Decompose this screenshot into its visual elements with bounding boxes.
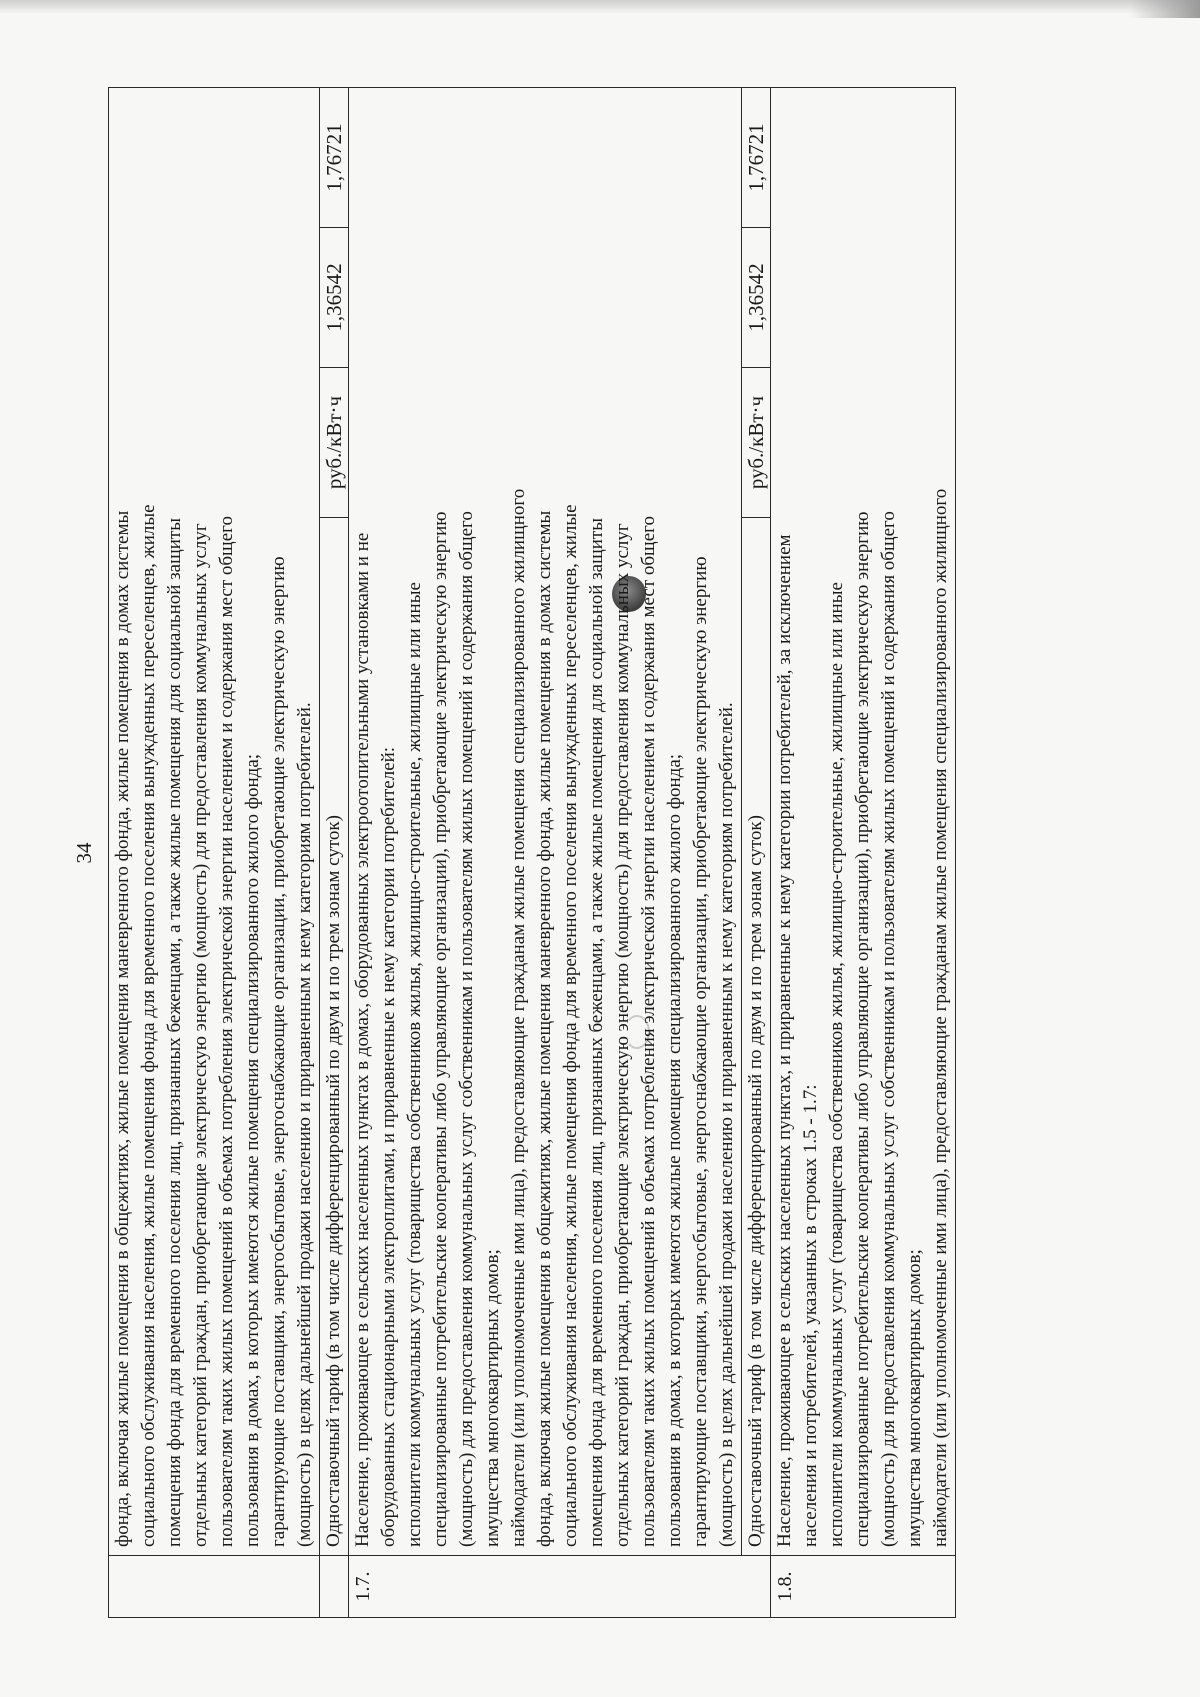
description-line: пользователям таких жилых помещений в объемах потребления электрической энергии населением и содержания мест общего xyxy=(638,516,659,1547)
description-line: гарантирующие поставщики, энергосбытовые, энергоснабжающие организации, приобретающие электрическую энергию xyxy=(690,556,711,1547)
description-line: социального обслуживания населения, жилые помещения фонда для временного поселения вынужденных переселенцев, жилые xyxy=(560,504,581,1547)
description-line: отдельных категорий граждан, приобретающие электрическую энергию (мощность) для предоставления коммунальных услуг xyxy=(190,523,211,1547)
scan-edge-top xyxy=(0,0,1200,14)
row-1-7-tariff xyxy=(742,87,771,1617)
tariff-value-2: 1,76721 xyxy=(320,87,349,227)
tariff-unit: руб./кВт·ч xyxy=(320,368,349,518)
tariff-value-1: 1,36542 xyxy=(320,228,349,368)
description-line: (мощность) для предоставления коммунальных услуг собственникам и пользователям жилых помещений и содержания общего xyxy=(878,511,899,1547)
page-number: 34 xyxy=(72,842,96,864)
description-line: имущества многоквартирных домов; xyxy=(904,1249,925,1547)
description-line: помещения фонда для временного поселения лиц, признанных беженцами, а также жилые помещения для социальной защиты xyxy=(164,518,185,1547)
row-number-1-8: 1.8. xyxy=(771,1556,956,1618)
row-1-7-text xyxy=(349,87,742,1555)
tariff-label: Одноставочный тариф (в том числе дифференцированный по двум и по трем зонам суток) xyxy=(742,518,771,1556)
tariff-value-2: 1,76721 xyxy=(742,87,771,227)
description-line: специализированные потребительские кооперативы либо управляющие организации), приобретающие электрическую энергию xyxy=(430,511,451,1547)
description-line: специализированные потребительские кооперативы либо управляющие организации), приобретающие электрическую энергию xyxy=(852,511,873,1547)
description-line: фонда, включая жилые помещения в общежитиях, жилые помещения маневренного фонда, жилые помещения в домах системы xyxy=(112,510,133,1547)
description-line: (мощность) в целях дальнейшей продажи населению и приравненным к нему категориям потребителей. xyxy=(294,702,315,1547)
tariff-unit: руб./кВт·ч xyxy=(742,368,771,518)
description-line: социального обслуживания населения, жилые помещения фонда для временного поселения вынужденных переселенцев, жилые xyxy=(138,504,159,1547)
description-line: помещения фонда для временного поселения лиц, признанных беженцами, а также жилые помещения для социальной защиты xyxy=(586,518,607,1547)
description-line: Население, проживающее в сельских населенных пунктах, и приравненные к нему категории потребителей, за исключением xyxy=(774,534,795,1547)
document-page xyxy=(72,88,1068,1618)
description-line: исполнители коммунальных услуг (товарищества собственников жилья, жилищно-строительные, жилищные или иные xyxy=(826,582,847,1547)
description-line: Население, проживающее в сельских населенных пунктах в домах, оборудованных электроотопительными установками и не xyxy=(352,532,373,1547)
description-line: фонда, включая жилые помещения в общежитиях, жилые помещения маневренного фонда, жилые помещения в домах системы xyxy=(534,510,555,1547)
description-line: имущества многоквартирных домов; xyxy=(482,1249,503,1547)
description-line: пользования в домах, в которых имеются жилые помещения специализированного жилого фонда; xyxy=(664,753,685,1547)
description-line: наймодатели (или уполномоченные ими лица), предоставляющие гражданам жилые помещения специализированного жилищного xyxy=(508,488,529,1547)
description-line: гарантирующие поставщики, энергосбытовые, энергоснабжающие организации, приобретающие электрическую энергию xyxy=(268,556,289,1547)
description-line: наймодатели (или уполномоченные ими лица), предоставляющие гражданам жилые помещения специализированного жилищного xyxy=(930,488,951,1547)
tariff-table xyxy=(108,87,956,1618)
description-line: пользователям таких жилых помещений в объемах потребления электрической энергии населением и содержания мест общего xyxy=(216,516,237,1547)
row-number-1-7: 1.7. xyxy=(349,1556,771,1618)
description-line: (мощность) для предоставления коммунальных услуг собственникам и пользователям жилых помещений и содержания общего xyxy=(456,511,477,1547)
continuation-tariff-row xyxy=(320,87,349,1617)
tariff-label: Одноставочный тариф (в том числе дифференцированный по двум и по трем зонам суток) xyxy=(320,518,349,1556)
row-number-cell xyxy=(109,1556,320,1618)
row-1-8-text xyxy=(771,87,956,1555)
description-line: населения и потребителей, указанных в строках 1.5 - 1.7: xyxy=(800,1084,821,1547)
description-line: отдельных категорий граждан, приобретающие электрическую энергию (мощность) для предоставления коммунальных услуг xyxy=(612,523,633,1547)
description-line: оборудованных стационарными электроплитами, и приравненные к нему категории потребителей: xyxy=(378,746,399,1547)
continuation-description-row xyxy=(109,87,320,1617)
row-number-cell xyxy=(320,1556,349,1618)
description-line: (мощность) в целях дальнейшей продажи населению и приравненным к нему категориям потребителей. xyxy=(716,702,737,1547)
scan-edge-corner xyxy=(1130,0,1200,18)
description-line: исполнители коммунальных услуг (товарищества собственников жилья, жилищно-строительные, жилищные или иные xyxy=(404,582,425,1547)
row-1-8-description xyxy=(771,87,956,1617)
description-line: пользования в домах, в которых имеются жилые помещения специализированного жилого фонда; xyxy=(242,753,263,1547)
continuation-description xyxy=(109,87,320,1555)
tariff-value-1: 1,36542 xyxy=(742,228,771,368)
row-1-7-description xyxy=(349,87,742,1617)
